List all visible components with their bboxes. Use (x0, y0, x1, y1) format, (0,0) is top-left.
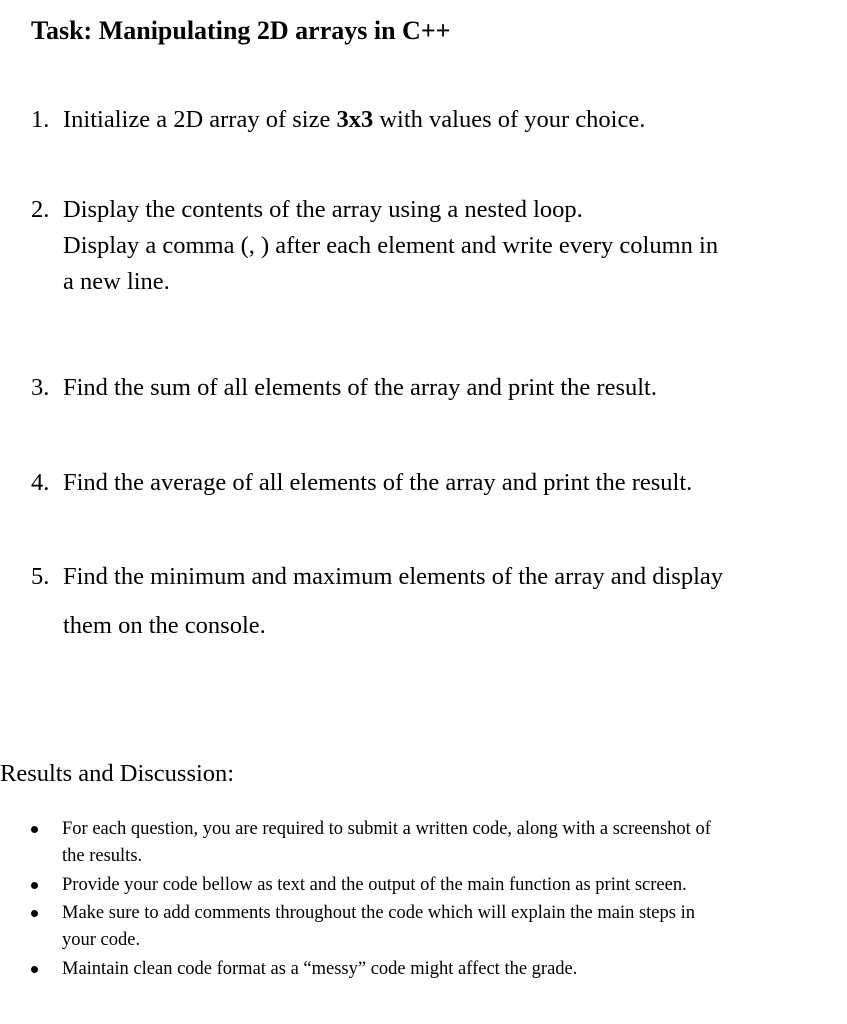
task-number: 5. (31, 563, 50, 590)
task-text: them on the console. (63, 612, 266, 639)
bullet-text: your code. (62, 930, 141, 950)
task-text: Find the average of all elements of the array and print the result. (63, 469, 693, 496)
bullet-icon (31, 966, 38, 973)
bullet-text: Maintain clean code format as a “messy” code might affect the grade. (62, 959, 578, 979)
task-text: Display the contents of the array using a nested loop. (63, 196, 583, 223)
bullet-icon (31, 882, 38, 889)
bullet-text: Provide your code bellow as text and the output of the main function as print screen. (62, 875, 687, 895)
list-item (31, 872, 821, 899)
task-2 (31, 192, 831, 300)
page-title: Task: Manipulating 2D arrays in C++ (31, 16, 451, 45)
bullet-icon (31, 826, 38, 833)
list-item (31, 816, 821, 870)
task-number: 4. (31, 469, 50, 496)
bullet-text: Make sure to add comments throughout the code which will explain the main steps in (62, 903, 695, 923)
list-item (31, 900, 821, 954)
bullet-icon (31, 910, 38, 917)
task-3 (31, 370, 831, 406)
task-text: Find the sum of all elements of the array and print the result. (63, 374, 657, 401)
task-number: 2. (31, 196, 50, 223)
task-text: Initialize a 2D array of size 3x3 with values of your choice. (63, 106, 646, 133)
results-heading: Results and Discussion: (0, 760, 235, 787)
task-5 (31, 559, 831, 645)
task-text: Find the minimum and maximum elements of the array and display (63, 563, 724, 590)
array-size: 3x3 (336, 106, 374, 133)
bullet-text: the results. (62, 846, 143, 866)
task-text: Display a comma (, ) after each element and write every column in (63, 232, 719, 259)
list-item (31, 956, 821, 983)
task-text: a new line. (63, 268, 170, 295)
task-1 (31, 102, 831, 138)
bullet-text: For each question, you are required to submit a written code, along with a screenshot of (62, 819, 711, 839)
task-number: 1. (31, 106, 50, 133)
task-4 (31, 465, 831, 501)
task-number: 3. (31, 374, 50, 401)
